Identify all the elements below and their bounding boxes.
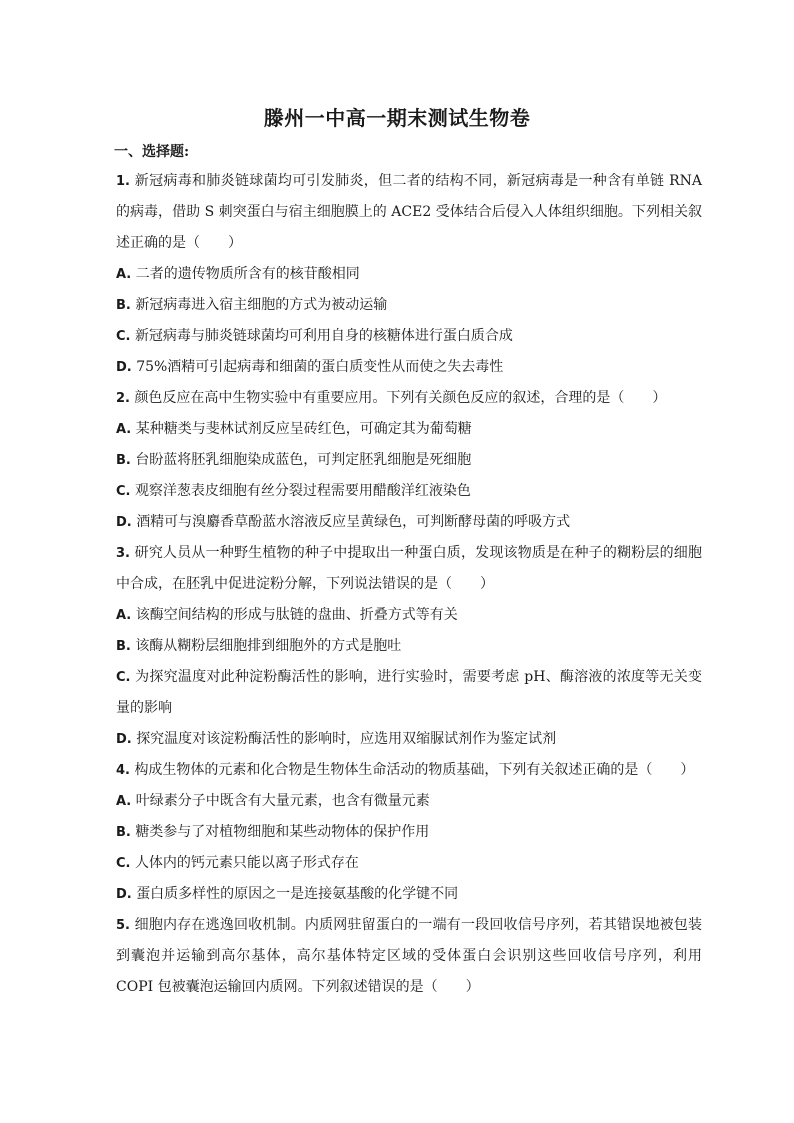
option-text: 糖类参与了对植物细胞和某些动物体的保护作用 [135,824,430,840]
option-letter: A. [116,794,132,809]
option-letter: A. [116,608,132,623]
question-stem [116,910,702,1003]
question-stem [116,755,702,786]
question-stem [116,166,702,259]
option-text: 观察洋葱表皮细胞有丝分裂过程需要用醋酸洋红液染色 [134,483,471,499]
option-text: 该酶从糊粉层细胞排到细胞外的方式是胞吐 [135,638,402,654]
option-d [116,724,702,755]
option-letter: C. [116,670,131,685]
option-text: 某种糖类与斐林试剂反应呈砖红色，可确定其为葡萄糖 [135,421,472,437]
option-letter: B. [116,453,131,468]
question-list [116,166,702,1003]
question-stem [116,383,702,414]
option-text: 人体内的钙元素只能以离子形式存在 [134,855,359,871]
option-text: 酒精可与溴麝香草酚蓝水溶液反应呈黄绿色，可判断酵母菌的呼吸方式 [136,514,571,530]
option-text: 为探究温度对此种淀粉酶活性的影响，进行实验时，需要考虑 pH、酶溶液的浓度等无关变量的影响 [116,669,702,716]
page-title: 滕州一中高一期末测试生物卷 [263,106,531,130]
question-text: 细胞内存在逃逸回收机制。内质网驻留蛋白的一端有一段回收信号序列，若其错误地被包装到囊泡并运输到高尔基体，高尔基体特定区域的受体蛋白会识别这些回收信号序列，利用 COPI 包被囊泡运输回内质网。下列叙述错误的是（ ） [116,917,702,995]
option-text: 新冠病毒进入宿主细胞的方式为被动运输 [135,297,388,313]
option-a [116,414,702,445]
option-a [116,600,702,631]
option-text: 75%酒精可引起病毒和细菌的蛋白质变性从而使之失去毒性 [136,359,504,375]
question-number: 4. [116,763,130,778]
question-4 [116,755,702,910]
question-text: 颜色反应在高中生物实验中有重要应用。下列有关颜色反应的叙述，合理的是（ ） [134,390,667,406]
option-b [116,631,702,662]
option-c [116,476,702,507]
option-letter: B. [116,298,131,313]
option-d [116,507,702,538]
option-b [116,445,702,476]
option-letter: D. [116,515,132,530]
option-c [116,321,702,352]
option-text: 台盼蓝将胚乳细胞染成蓝色，可判定胚乳细胞是死细胞 [135,452,472,468]
option-letter: D. [116,732,132,747]
option-text: 该酶空间结构的形成与肽链的盘曲、折叠方式等有关 [135,607,458,623]
question-1 [116,166,702,383]
option-letter: B. [116,825,131,840]
option-c [116,848,702,879]
option-c [116,662,702,724]
question-5 [116,910,702,1003]
question-number: 2. [116,391,130,406]
question-number: 3. [116,546,130,561]
question-2 [116,383,702,538]
question-stem [116,538,702,600]
question-number: 1. [116,174,130,189]
option-text: 叶绿素分子中既含有大量元素，也含有微量元素 [135,793,430,809]
question-3 [116,538,702,755]
option-text: 探究温度对该淀粉酶活性的影响时，应选用双缩脲试剂作为鉴定试剂 [136,731,557,747]
option-letter: A. [116,422,132,437]
option-text: 新冠病毒与肺炎链球菌均可利用自身的核糖体进行蛋白质合成 [134,328,513,344]
option-d [116,879,702,910]
option-b [116,290,702,321]
option-text: 蛋白质多样性的原因之一是连接氨基酸的化学键不同 [136,886,459,902]
option-letter: D. [116,887,132,902]
option-a [116,259,702,290]
option-letter: C. [116,856,131,871]
question-text: 研究人员从一种野生植物的种子中提取出一种蛋白质，发现该物质是在种子的糊粉层的细胞中合成，在胚乳中促进淀粉分解，下列说法错误的是（ ） [116,545,702,592]
option-letter: C. [116,329,131,344]
option-b [116,817,702,848]
option-letter: A. [116,267,132,282]
option-letter: C. [116,484,131,499]
question-number: 5. [116,918,130,933]
option-text: 二者的遗传物质所含有的核苷酸相同 [135,266,360,282]
option-letter: B. [116,639,131,654]
option-a [116,786,702,817]
option-d [116,352,702,383]
question-text: 新冠病毒和肺炎链球菌均可引发肺炎，但二者的结构不同，新冠病毒是一种含有单链 RNA 的病毒，借助 S 刺突蛋白与宿主细胞膜上的 ACE2 受体结合后侵入人体组织细胞。下列相关叙述正确的是（ ） [116,173,702,251]
option-letter: D. [116,360,132,375]
question-text: 构成生物体的元素和化合物是生物体生命活动的物质基础，下列有关叙述正确的是（ ） [134,762,695,778]
section-heading: 一、选择题: [114,144,190,160]
